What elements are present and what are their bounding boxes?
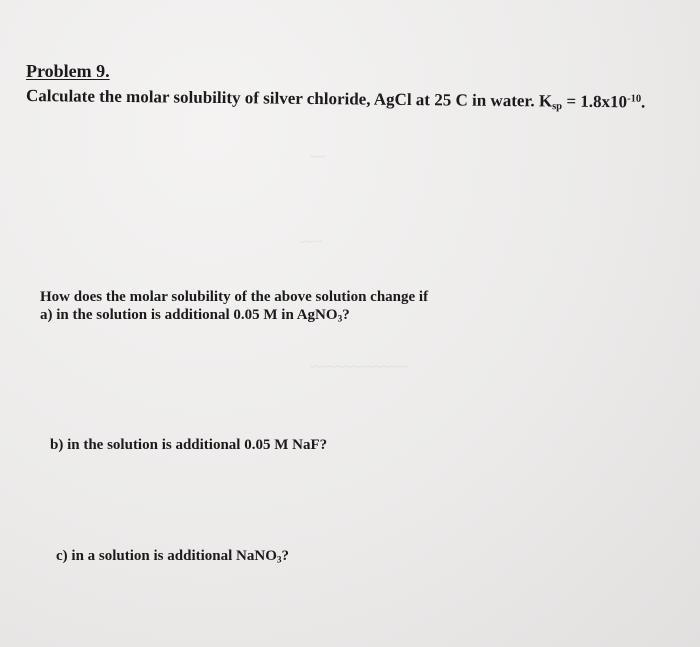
main-question: [26, 86, 646, 113]
part-a-question: [40, 307, 350, 324]
main-question-end: .: [641, 92, 646, 112]
follow-up-intro: How does the molar solubility of the above solution change if: [40, 289, 429, 305]
part-c-text: c) in a solution is additional NaNO: [56, 548, 277, 564]
ksp-value: = 1.8x10: [562, 91, 628, 112]
part-c-end: ?: [281, 548, 290, 564]
bleed-through-mark: ~~~: [300, 235, 323, 250]
part-a-end: ?: [342, 307, 350, 323]
bleed-through-mark: ~~: [310, 150, 326, 165]
part-a-subscript: 3: [337, 314, 343, 325]
bleed-through-mark: ~~~~~~~~~~~~~: [310, 360, 409, 375]
ksp-subscript: sp: [552, 101, 563, 113]
part-a-text: a) in the solution is additional 0.05 M in AgNO: [40, 307, 338, 323]
ksp-exponent: -10: [627, 93, 642, 105]
part-b-question: b) in the solution is additional 0.05 M NaF?: [50, 437, 328, 453]
problem-title: Problem 9.: [26, 61, 110, 81]
part-c-subscript: 3: [276, 555, 282, 566]
part-c-question: [56, 548, 289, 565]
main-question-text: Calculate the molar solubility of silver chloride, AgCl at 25 C in water. K: [25, 86, 553, 111]
